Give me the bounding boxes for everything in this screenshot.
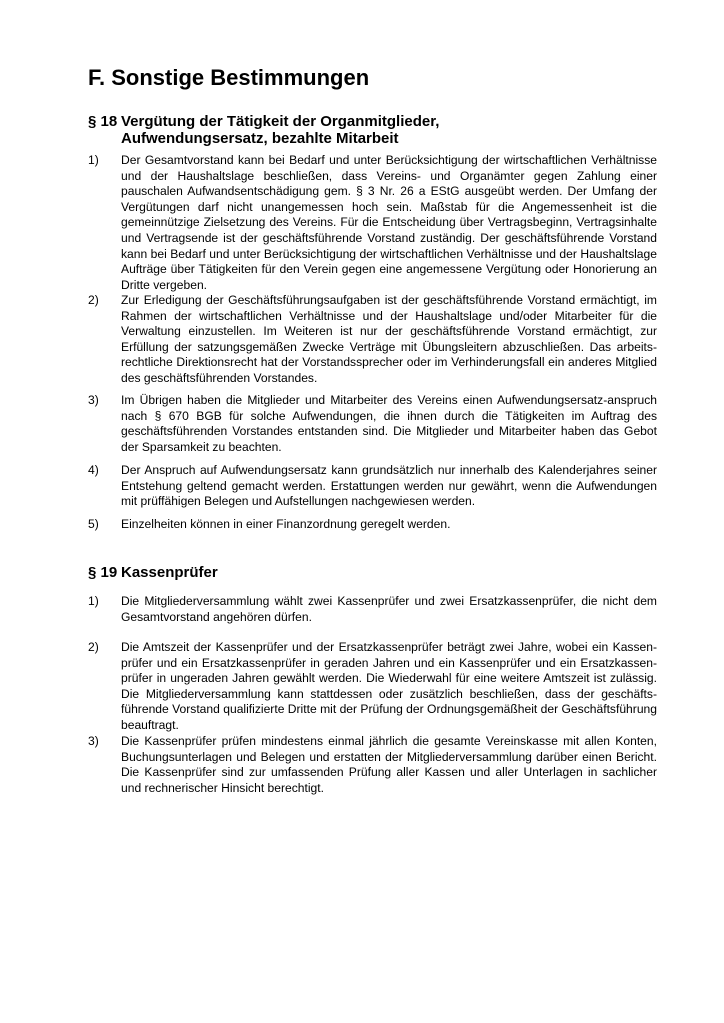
paragraph-text: Der Gesamtvorstand kann bei Bedarf und unter Berücksichtigung der wirtschaftlichen Verhältnisse und der Haushaltslage beschließen, dass Vereins- und Organämter gegen Zahlung einer pauschalen Aufwandsentschädigung gem. § 3 Nr. 26 a EStG ausgeübt werden. Der Umfang der Vergütungen darf nicht unangemessen hoch sein. Maßstab für die Angemessenheit ist die gemeinnützige Zielsetzung des Vereins. Für die Entscheidung über Vertragsbeginn, Vertragsinhalte und Vertragsende ist der geschäftsführende Vorstand zuständig. Der geschäftsführende Vorstand kann bei Bedarf und unter Berücksichtigung der wirtschaftlichen Verhältnisse und der Haushaltslage Aufträge über Tätigkeiten für den Verein gegen eine angemessene Vergütung oder Honorierung an Dritte vergeben.	[121, 153, 657, 292]
section-title: Vergütung der Tätigkeit der Organmitglieder, Aufwendungsersatz, bezahlte Mitarbeit	[121, 113, 440, 147]
paragraph-18-4	[88, 463, 657, 510]
paragraph-number: 5)	[88, 517, 99, 531]
section-19-heading	[88, 564, 657, 581]
paragraph-text: Die Amtszeit der Kassenprüfer und der Ersatzkassenprüfer beträgt zwei Jahre, wobei ein Kassen-prüfer und ein Ersatzkassenprüfer in geraden Jahren und ein Kassenprüfer und ein Ersatzkassen-prüfer in ungeraden Jahren gewählt werden. Die Wiederwahl für eine weitere Amtszeit ist zulässig. Die Mitgliederversammlung kann stattdessen oder zusätzlich beschließen, dass der geschäfts-führende Vorstand qualifizierte Dritte mit der Prüfung der Ordnungsgemäßheit der Geschäftsführung beauftragt.	[121, 640, 657, 732]
section-18-heading	[88, 113, 657, 147]
paragraph-text: Der Anspruch auf Aufwendungsersatz kann grundsätzlich nur innerhalb des Kalenderjahres seiner Entstehung geltend gemacht werden. Erstattungen werden nur gewährt, wenn die Aufwendungen mit prüffähigen Belegen und Aufstellungen nachgewiesen werden.	[121, 463, 657, 509]
paragraph-text: Einzelheiten können in einer Finanzordnung geregelt werden.	[121, 517, 451, 531]
paragraph-number: 1)	[88, 594, 99, 608]
paragraph-number: 2)	[88, 293, 99, 307]
paragraph-number: 2)	[88, 640, 99, 654]
paragraph-18-3	[88, 393, 657, 455]
paragraph-text: Zur Erledigung der Geschäftsführungsaufgaben ist der geschäftsführende Vorstand ermächtigt, im Rahmen der wirtschaftlichen Verhältnisse und der Haushaltslage und/oder Mitarbeiter für die Verwaltung einzustellen. Im Weiteren ist nur der geschäftsführende Vorstand ermächtigt, zur Erfüllung der satzungsgemäßen Zwecke Verträge mit Übungsleitern abzuschließen. Das arbeits-rechtliche Direktionsrecht hat der Vorstandssprecher oder im Verhinderungsfall ein anderes Mitglied des geschäftsführenden Vorstandes.	[121, 293, 657, 385]
section-number: § 18	[88, 113, 118, 130]
paragraph-19-2	[88, 640, 657, 734]
paragraph-number: 3)	[88, 393, 99, 407]
paragraph-18-5	[88, 517, 657, 533]
paragraph-text: Im Übrigen haben die Mitglieder und Mitarbeiter des Vereins einen Aufwendungsersatz-anspruch nach § 670 BGB für solche Aufwendungen, die ihnen durch die Tätigkeiten im Auftrag des geschäftsführenden Vorstandes entstanden sind. Die Mitglieder und Mitarbeiter haben das Gebot der Sparsamkeit zu beachten.	[121, 393, 657, 454]
paragraph-number: 3)	[88, 734, 99, 748]
paragraph-19-3	[88, 734, 657, 796]
paragraph-text: Die Kassenprüfer prüfen mindestens einmal jährlich die gesamte Vereinskasse mit allen Konten, Buchungsunterlagen und Belegen und erstatten der Mitgliederversammlung darüber einen Bericht. Die Kassenprüfer sind zur umfassenden Prüfung aller Kassen und aller Unterlagen in sachlicher und rechnerischer Hinsicht berechtigt.	[121, 734, 657, 795]
paragraph-18-2	[88, 293, 657, 387]
paragraph-18-1	[88, 153, 657, 293]
paragraph-text: Die Mitgliederversammlung wählt zwei Kassenprüfer und zwei Ersatzkassenprüfer, die nicht dem Gesamtvorstand angehören dürfen.	[121, 594, 657, 624]
paragraph-number: 4)	[88, 463, 99, 477]
section-title: Kassenprüfer	[121, 564, 218, 581]
section-number: § 19	[88, 564, 118, 581]
paragraph-number: 1)	[88, 153, 99, 167]
document-title: F. Sonstige Bestimmungen	[88, 65, 370, 90]
paragraph-19-1	[88, 594, 657, 625]
